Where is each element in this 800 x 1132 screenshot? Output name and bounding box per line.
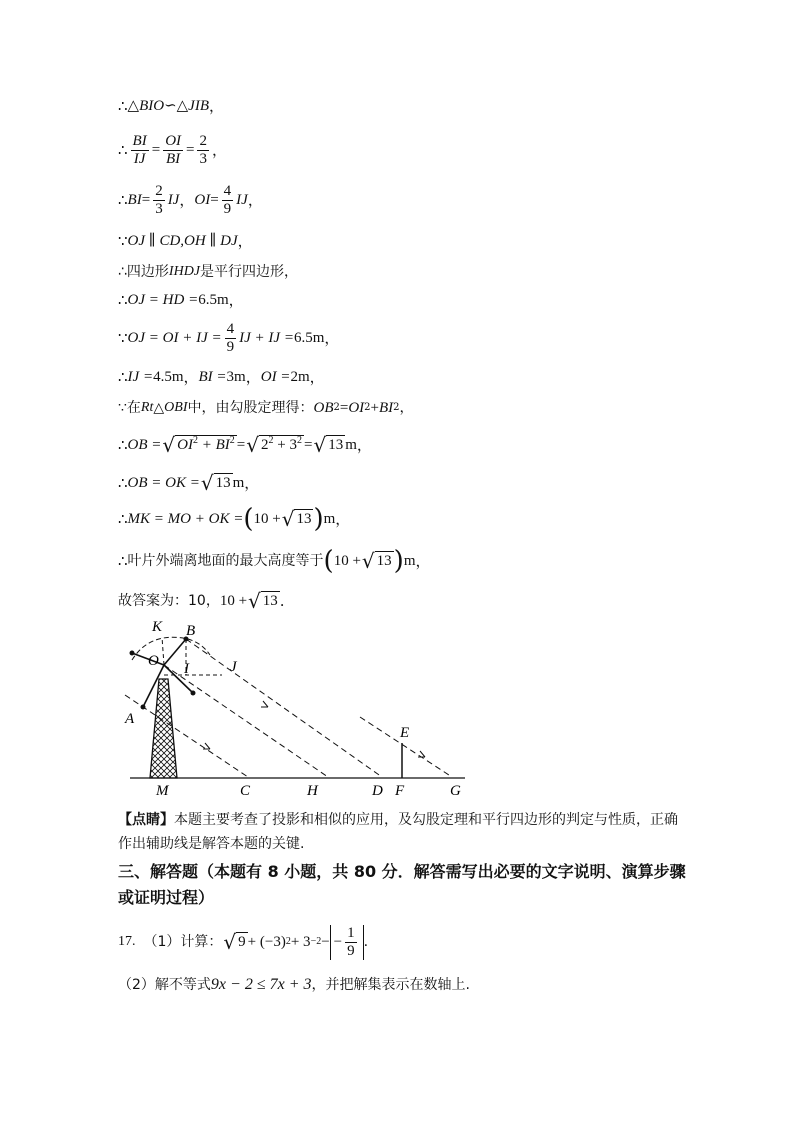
part-label: （2）解不等式 (118, 977, 211, 993)
equals: = (151, 142, 161, 158)
fraction-bi-ij (131, 133, 149, 168)
punct: ， (179, 191, 195, 209)
term: + BI (198, 437, 230, 453)
equals: = (339, 400, 349, 416)
radical-sign: √ (281, 507, 295, 531)
term: OB (313, 400, 334, 416)
label-m: M (156, 783, 169, 799)
term: OI = (260, 369, 291, 385)
equals: = (141, 192, 151, 208)
punct: ， (183, 368, 199, 386)
absolute-value (330, 925, 364, 960)
punct: ， (244, 474, 260, 492)
label-k: K (152, 619, 163, 635)
radical-sign: √ (223, 930, 237, 954)
punct: . (279, 592, 285, 610)
fraction-1-9 (345, 925, 357, 960)
radicand: 9 (238, 934, 246, 950)
radicand: 13 (262, 593, 278, 609)
punct: ， (247, 191, 263, 209)
punct: ， (245, 368, 261, 386)
section-title: 三、解答题（本题有 8 小题，共 80 分．解答需写出必要的文字说明、演算步骤或证明过程） (118, 862, 686, 907)
expression: IJ + IJ = (239, 330, 294, 346)
right-paren: ) (393, 546, 404, 576)
fraction-4-9 (225, 321, 237, 356)
inequality: 9x − 2 ≤ 7x + 3 (210, 976, 312, 993)
step-parallel (118, 231, 253, 251)
denominator: 3 (199, 150, 207, 167)
punct: ， (228, 291, 244, 309)
problem-number: 17. (118, 934, 136, 949)
expression: OB = OK = (127, 475, 200, 491)
text: 中，由勾股定理得： (187, 400, 314, 416)
numerator: 1 (347, 924, 355, 941)
equals: = (236, 437, 246, 453)
punct: ， (356, 436, 372, 454)
radical-sign: √ (200, 471, 214, 495)
fraction-2-3 (197, 133, 209, 168)
label-e: E (400, 725, 410, 741)
term: 10 + (219, 593, 248, 609)
equals: = (186, 142, 195, 158)
blade-end-right (191, 691, 196, 696)
minus: − (321, 934, 330, 950)
numerator: 2 (199, 132, 207, 149)
radical-sign: √ (162, 433, 176, 457)
text: 叶片外端离地面的最大高度等于 (127, 553, 324, 569)
sqrt-2-3 (246, 435, 304, 455)
step-values (118, 367, 325, 387)
therefore-symbol: ∴ (118, 141, 128, 159)
therefore-symbol: ∴ (118, 436, 128, 454)
label-f: F (395, 783, 405, 799)
blade-end-k (130, 651, 135, 656)
equals: = (303, 437, 313, 453)
exponent: 2 (229, 435, 235, 446)
therefore-symbol: ∴ (118, 510, 128, 528)
value: 4.5m (153, 369, 184, 385)
denominator: 3 (155, 200, 163, 217)
ray-a-c (125, 695, 248, 777)
expression: OB = (127, 437, 162, 453)
text: 是平行四边形， (200, 264, 299, 280)
numerator: 4 (223, 182, 232, 199)
term: 10 + (253, 511, 281, 527)
sqrt-13 (282, 509, 314, 529)
punct: ， (309, 368, 325, 386)
step-bi-oi (118, 180, 263, 220)
term: IJ (236, 192, 248, 208)
term: BI (127, 192, 142, 208)
radicand: 13 (215, 475, 231, 491)
left-paren: ( (243, 504, 254, 534)
arrow-mark (261, 701, 268, 707)
term: BI (379, 400, 394, 416)
text: ，并把解集表示在数轴上. (311, 977, 470, 993)
punct: . (363, 934, 369, 950)
sqrt-13 (362, 551, 394, 571)
radicand: 13 (376, 553, 392, 569)
label-j: J (230, 659, 237, 675)
term: BI = (198, 369, 227, 385)
step-oj-hd (118, 290, 244, 310)
step-oj-sum (118, 318, 339, 358)
term: + 3 (273, 437, 297, 453)
problem17-part2 (118, 975, 470, 995)
label-c: C (240, 783, 251, 799)
term: + 3 (290, 934, 311, 950)
sqrt-13 (313, 435, 345, 455)
denominator: BI (166, 150, 181, 167)
label-i: I (184, 661, 189, 677)
exponent: 2 (296, 435, 302, 446)
punct: ， (399, 400, 414, 416)
label-o: O (148, 653, 159, 669)
unit: m (345, 437, 357, 453)
minus: − (333, 934, 343, 950)
numerator: OI (165, 132, 182, 149)
part-label: （1）计算： (143, 934, 223, 950)
radicand: 13 (296, 511, 312, 527)
numerator: 2 (155, 182, 163, 199)
fraction-4-9 (222, 183, 234, 218)
label-b: B (186, 623, 196, 639)
expression: OJ = HD = (127, 292, 199, 308)
punct: ， (335, 510, 351, 528)
segment-ok (162, 637, 164, 665)
fraction-oi-bi (163, 133, 183, 168)
therefore-symbol: ∴ (118, 368, 128, 386)
step-ob-value (118, 432, 372, 458)
radical-sign: √ (248, 589, 261, 613)
commentary-text: 本题主要考查了投影和相似的应用，及勾股定理和平行四边形的判定与性质，正确作出辅助线是解答本题的关键. (118, 812, 678, 852)
sqrt-13 (248, 591, 280, 611)
left-paren: ( (323, 546, 334, 576)
step-ob-ok (118, 470, 259, 496)
term: 2 (261, 437, 269, 453)
radicand (175, 435, 237, 455)
quad-name: IHDJ (168, 264, 201, 279)
denominator: 9 (347, 942, 355, 959)
punct: ， (237, 232, 253, 250)
value: 3m (226, 369, 246, 385)
denominator: 9 (226, 338, 235, 355)
radicand (259, 435, 304, 455)
step-pythagoras: ∵ 在 Rt △ OBI 中，由勾股定理得： OB 2 = OI 2 + BI 2 ， (118, 400, 414, 416)
sqrt-13 (201, 473, 233, 493)
unit: m (403, 553, 416, 569)
expression: OJ ∥ CD,OH ∥ DJ (127, 233, 238, 249)
therefore-symbol: ∴ (118, 291, 128, 309)
unit: m (232, 475, 245, 491)
because-symbol: ∵ (118, 329, 128, 347)
numerator: BI (132, 132, 147, 149)
blade-b (164, 639, 186, 665)
step-max-height (118, 546, 431, 576)
fraction-2-3 (153, 183, 165, 218)
text: 四边形 (126, 264, 169, 280)
value: 6.5m (293, 330, 325, 346)
radical-sign: √ (361, 549, 375, 573)
value: 6.5m (198, 292, 229, 308)
term: OI (177, 437, 193, 453)
step-parallelogram (118, 262, 298, 282)
expression: △BIO∽△JIB (127, 98, 209, 114)
term: + (−3) (247, 934, 286, 950)
radicand: 13 (328, 437, 344, 453)
text: 故答案为：10， (118, 593, 220, 609)
step-similar-triangles (118, 96, 224, 116)
punct: ， (415, 552, 431, 570)
radical-sign: √ (246, 433, 259, 457)
punct: ， (324, 329, 340, 347)
step-ratio (118, 130, 227, 170)
geometry-figure (110, 615, 480, 805)
label-h: H (307, 783, 318, 799)
term: OI (194, 192, 211, 208)
ray-b-d (186, 639, 382, 777)
commentary-label: 【点睛】 (118, 812, 174, 828)
therefore-symbol: ∴ (118, 97, 128, 115)
exponent: 2 (193, 435, 198, 446)
label-g: G (450, 783, 461, 799)
triangle-name: OBI (164, 400, 188, 415)
exponent: 2 (268, 435, 274, 446)
therefore-symbol: ∴ (118, 552, 128, 570)
radical-sign: √ (313, 433, 327, 457)
term: 10 + (333, 553, 361, 569)
label-a: A (125, 711, 135, 727)
punct: ， (211, 141, 227, 159)
denominator: 9 (223, 200, 232, 217)
unit: m (323, 511, 336, 527)
term: OI (348, 400, 365, 416)
sqrt-oi-bi (162, 435, 236, 455)
because-symbol: ∵ (118, 400, 127, 416)
equals: = (210, 192, 219, 208)
text: 在 (126, 400, 141, 416)
label-d: D (372, 783, 383, 799)
numerator: 4 (226, 320, 235, 337)
expression: OJ = OI + IJ = (127, 330, 222, 346)
sqrt-9 (223, 932, 247, 952)
answer-line (118, 588, 285, 614)
because-symbol: ∵ (118, 232, 128, 250)
expression: MK = MO + OK = (127, 511, 244, 527)
term: IJ = (127, 369, 154, 385)
term: IJ (167, 192, 180, 208)
triangle-symbol: △ (153, 400, 165, 416)
step-mk (118, 504, 350, 534)
denominator: IJ (133, 150, 146, 167)
therefore-symbol: ∴ (118, 191, 128, 209)
value: 2m (290, 369, 310, 385)
problem17-part1: 17. （1）计算： √ 9 + (−3) 2 + 3 −2 − − $\frac{1}{9}$ . (118, 924, 369, 959)
right-paren: ) (313, 504, 324, 534)
tower (150, 679, 177, 778)
plus: + (370, 400, 379, 416)
therefore-symbol: ∴ (118, 474, 128, 492)
rt: Rt (140, 400, 154, 415)
punct: ， (209, 97, 225, 115)
therefore-symbol: ∴ (118, 264, 127, 280)
commentary (118, 808, 678, 856)
